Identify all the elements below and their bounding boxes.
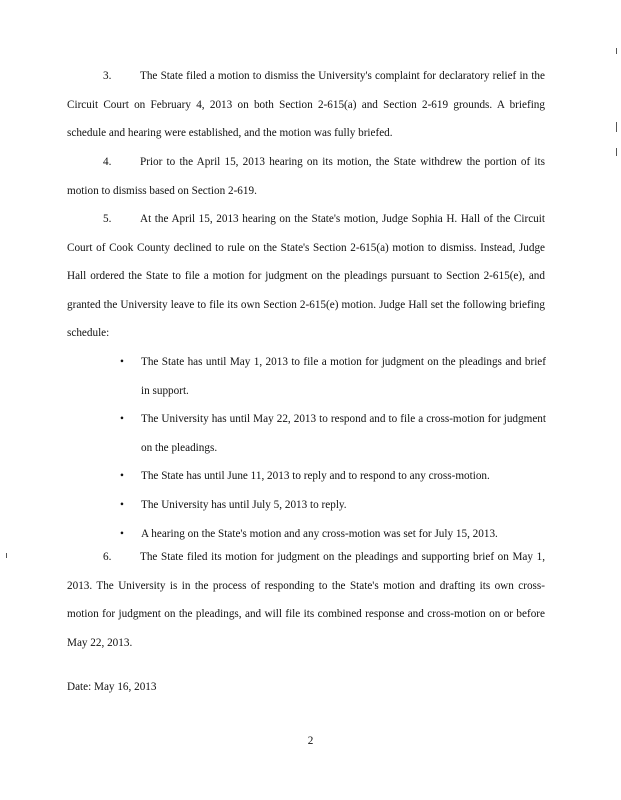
scan-mark xyxy=(616,48,617,54)
list-item-text: The State has until May 1, 2013 to file a motion for judgment on the pleadings and brief in support. xyxy=(141,356,546,397)
list-item xyxy=(116,491,546,520)
paragraph-text: At the April 15, 2013 hearing on the State's motion, Judge Sophia H. Hall of the Circuit Court of Cook County declined to rule on the State's Section 2-615(a) motion to dismiss. Instead, Judge Hall ordered the State to file a motion for judgment on the pleadings pursuant to Section 2-615(e), and granted the University leave to file its own Section 2-615(e) motion. Judge Hall set the following briefing schedule: xyxy=(67,213,545,340)
scan-mark xyxy=(6,553,7,558)
bullet-icon: • xyxy=(120,498,124,511)
paragraph-3 xyxy=(67,62,545,148)
paragraph-number: 5. xyxy=(103,213,112,225)
bullet-icon: • xyxy=(120,470,124,483)
bullet-icon: • xyxy=(120,413,124,426)
paragraph-text: Prior to the April 15, 2013 hearing on its motion, the State withdrew the portion of its motion to dismiss based on Section 2-619. xyxy=(67,156,545,197)
scan-mark xyxy=(616,148,617,156)
paragraph-number: 3. xyxy=(103,70,112,82)
paragraph-4 xyxy=(67,148,545,205)
list-item-text: The University has until July 5, 2013 to reply. xyxy=(141,498,347,511)
paragraph-number: 6. xyxy=(103,551,112,563)
scan-mark xyxy=(616,122,617,132)
paragraph-text: The State filed a motion to dismiss the University's complaint for declaratory relief in the Circuit Court on February 4, 2013 on both Section 2-615(a) and Section 2-619 grounds. A briefing schedule and hearing were established, and the motion was fully briefed. xyxy=(67,70,545,140)
briefing-schedule-list xyxy=(116,348,546,548)
page-number: 2 xyxy=(307,735,314,747)
list-item xyxy=(116,462,546,491)
list-item-text: The University has until May 22, 2013 to respond and to file a cross-motion for judgment on the pleadings. xyxy=(141,413,546,454)
document-date: Date: May 16, 2013 xyxy=(67,681,157,693)
bullet-icon: • xyxy=(120,527,124,540)
paragraph-5 xyxy=(67,205,545,348)
list-item-text: A hearing on the State's motion and any cross-motion was set for July 15, 2013. xyxy=(141,527,498,540)
paragraph-number: 4. xyxy=(103,156,112,168)
list-item xyxy=(116,348,546,405)
bullet-icon: • xyxy=(120,356,124,368)
list-item-text: The State has until June 11, 2013 to reply and to respond to any cross-motion. xyxy=(141,470,490,483)
paragraph-text: The State filed its motion for judgment on the pleadings and supporting brief on May 1, 2013. The University is in the process of responding to the State's motion and drafting its own cross-motion for judgment on the pleadings, and will file its combined response and cross-motion on or before May 22, 2013. xyxy=(67,551,545,649)
list-item xyxy=(116,405,546,462)
paragraph-6 xyxy=(67,543,545,657)
